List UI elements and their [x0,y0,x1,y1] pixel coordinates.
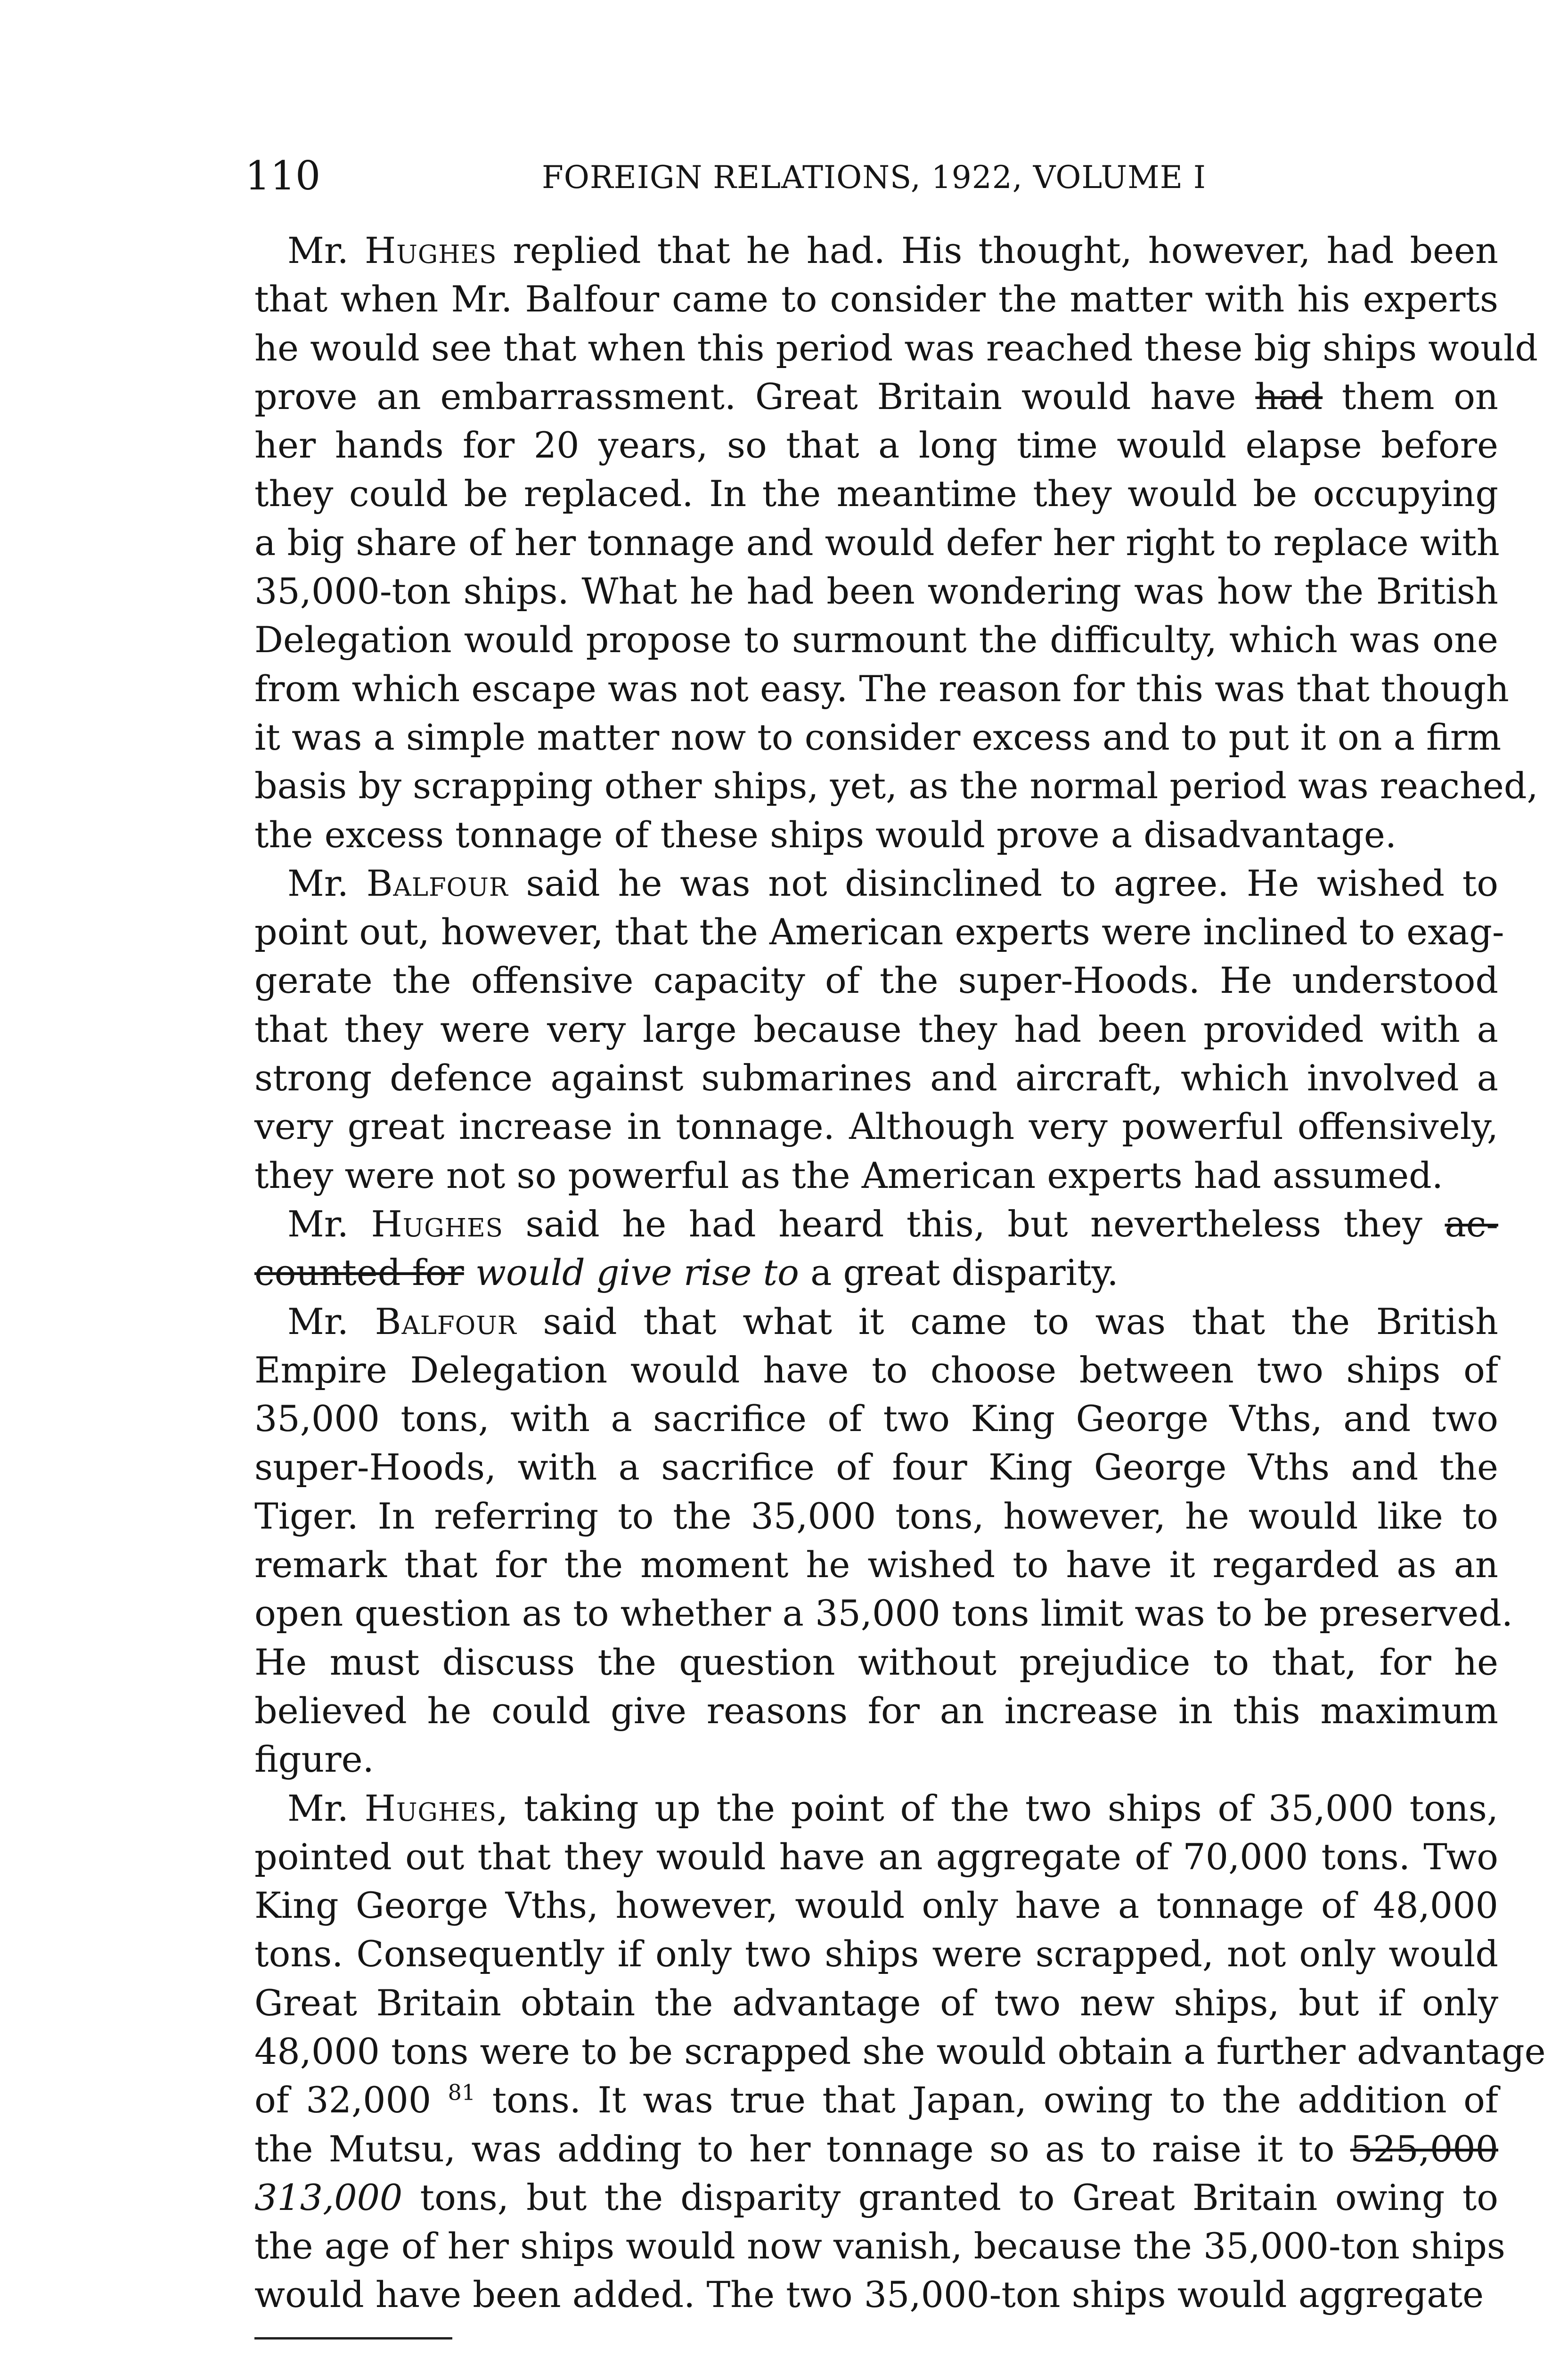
paragraph [254,226,1538,859]
text-run: 48,000 tons were to be scrapped she would obtain a further advantage [254,2030,1546,2072]
text-line [254,275,1498,323]
text-run: He must discuss the question without prejudice to that, for he [254,1641,1498,1683]
text-line [254,2222,1505,2270]
text-line [254,2173,1498,2222]
text-line [254,1248,1498,1297]
text-line [254,761,1538,810]
text-line [254,1638,1498,1686]
text-run: 35,000 tons, with a sacrifice of two King George Vths, and two [254,1398,1498,1440]
text-line [254,859,1498,908]
text-run: they could be replaced. In the meantime they would be occupying [254,473,1498,515]
text-run: Mr. [287,862,367,904]
text-line [254,469,1498,518]
text-run: her hands for 20 years, so that a long time would elapse before [254,424,1498,466]
text-run: the Mutsu, was adding to her tonnage so as to raise it to [254,2127,1350,2170]
text-run: of 32,000 [254,2079,448,2121]
speaker-name: Balfour [366,862,508,904]
text-line [254,1832,1498,1881]
text-line [254,1735,1498,1783]
text-line [254,421,1498,469]
struck-text: had [1255,375,1323,417]
struck-text: ac- [1445,1203,1498,1245]
text-line [254,713,1502,761]
paragraph [254,1200,1498,1297]
page-header [245,150,1503,211]
text-line [254,372,1498,421]
text-line [254,324,1538,372]
footnote-reference: 81 [448,2079,476,2105]
text-run: King George Vths, however, would only have a tonnage of 48,000 [254,1884,1498,1927]
text-run: Mr. [287,229,365,271]
text-run: remark that for the moment he wished to have it regarded as an [254,1544,1498,1586]
body-text [254,226,1546,2319]
text-run: them on [1323,375,1498,417]
text-run: said he was not disinclined to agree. He wished to [508,862,1498,904]
text-line [254,956,1498,1005]
struck-text: counted for [254,1252,464,1294]
paragraph [254,1297,1513,1784]
text-line [254,1589,1513,1637]
text-run: a great disparity. [799,1252,1119,1294]
running-head: FOREIGN RELATIONS, 1922, VOLUME I [541,159,1206,196]
text-run: that they were very large because they had been provided with a [254,1008,1498,1050]
text-run: Empire Delegation would have to choose between two ships of [254,1349,1498,1391]
text-run: , taking up the point of the two ships of 35,000 tons, [497,1787,1498,1829]
text-line [254,1492,1498,1540]
text-line [254,1005,1498,1054]
text-line [254,226,1498,275]
text-run: from which escape was not easy. The reason for this was that though [254,667,1509,710]
text-line [254,567,1498,615]
text-run: tons, but the disparity granted to Great Britain owing to [402,2176,1498,2218]
handwritten-correction: would give rise to [475,1252,799,1294]
text-run: pointed out that they would have an aggregate of 70,000 tons. Two [254,1835,1498,1878]
text-run: the age of her ships would now vanish, because the 35,000-ton ships [254,2225,1505,2267]
text-run: tons. Consequently if only two ships were scrapped, not only would [254,1933,1498,1975]
text-run: 35,000-ton ships. What he had been wondering was how the British [254,570,1498,613]
text-run: Mr. [287,1787,365,1829]
text-line [254,908,1504,956]
speaker-name: Hughes [364,229,497,271]
page-number: 110 [245,153,321,199]
footnote [273,2351,849,2356]
text-line [254,615,1498,664]
text-line [254,1540,1498,1589]
text-run: Tiger. In referring to the 35,000 tons, however, he would like to [254,1495,1498,1537]
text-line [254,1200,1498,1248]
text-run: it was a simple matter now to consider excess and to put it on a firm [254,716,1502,758]
text-line [254,664,1509,713]
text-run: figure. [254,1738,374,1781]
text-run: Mr. [287,1203,371,1245]
struck-text: 525,000 [1350,2127,1498,2170]
text-line [254,810,1498,859]
text-run: tons. It was true that Japan, owing to the addition of [475,2079,1498,2121]
text-run: said that what it came to was that the British [516,1300,1498,1342]
text-run: basis by scrapping other ships, yet, as the normal period was reached, [254,765,1538,807]
paragraph [254,859,1504,1200]
handwritten-correction: 313,000 [254,2176,403,2218]
text-line [254,518,1498,567]
text-run: would have been added. The two 35,000-ton ships would aggregate [254,2274,1484,2316]
text-run: super-Hoods, with a sacrifice of four King George Vths and the [254,1446,1498,1489]
text-line [254,1784,1498,1832]
text-run: replied that he had. His thought, however, had been [497,229,1498,271]
text-line [254,1151,1498,1200]
footnote-rule [254,2337,452,2340]
text-line [254,1930,1498,1978]
text-run: Delegation would propose to surmount the difficulty, which was one [254,619,1498,661]
text-run: very great increase in tonnage. Although very powerful offensively, [254,1105,1498,1148]
text-line [254,2270,1498,2319]
text-line [254,1686,1498,1735]
text-run: prove an embarrassment. Great Britain would have [254,375,1256,417]
text-run: said he had heard this, but nevertheless they [503,1203,1445,1245]
text-run: point out, however, that the American experts were inclined to exag- [254,911,1504,953]
paragraph [254,1784,1546,2319]
text-run: they were not so powerful as the American experts had assumed. [254,1154,1443,1196]
text-run: believed he could give reasons for an increase in this maximum [254,1689,1498,1732]
text-run [464,1252,475,1293]
text-line [254,1346,1498,1394]
speaker-name: Hughes [371,1203,503,1245]
text-line [254,2027,1546,2076]
text-line [254,1979,1498,2027]
text-run: a big share of her tonnage and would defer her right to replace with [254,521,1500,564]
text-line [254,2125,1498,2173]
text-run: gerate the offensive capacity of the super-Hoods. He understood [254,959,1498,1002]
speaker-name: Balfour [375,1300,517,1342]
text-run: strong defence against submarines and aircraft, which involved a [254,1057,1498,1099]
text-line [254,2076,1498,2124]
text-line [254,1054,1498,1102]
text-line [254,1102,1498,1151]
speaker-name: Hughes [364,1787,497,1829]
text-run: he would see that when this period was reached these big ships would [254,327,1538,369]
text-run: that when Mr. Balfour came to consider the matter with his experts [254,278,1498,320]
text-line [254,1297,1498,1346]
text-run: open question as to whether a 35,000 tons limit was to be preserved. [254,1592,1513,1635]
text-line [254,1881,1498,1930]
text-run: Great Britain obtain the advantage of two new ships, but if only [254,1981,1498,2024]
text-line [254,1443,1498,1491]
text-line [254,1394,1498,1443]
text-run: the excess tonnage of these ships would prove a disadvantage. [254,813,1397,856]
text-run: Mr. [287,1300,375,1342]
